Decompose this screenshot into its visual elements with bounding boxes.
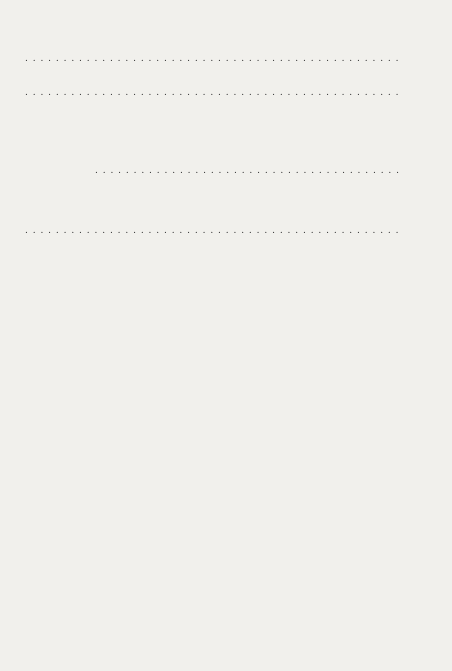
chapter-heading-line-1[interactable]: [22, 144, 430, 162]
dot-leader: [95, 162, 401, 180]
chapter-16: [22, 84, 430, 102]
part-heading: [22, 118, 430, 138]
dot-leader: [25, 84, 401, 102]
chapter-heading[interactable]: [22, 84, 430, 102]
dot-leader: [25, 50, 401, 68]
dot-leader: [25, 222, 401, 240]
table-of-contents: [22, 34, 430, 256]
chapter-heading[interactable]: [22, 50, 430, 68]
part-heading: [22, 196, 430, 216]
chapter-15: [22, 50, 430, 68]
chapter-18: [22, 222, 430, 240]
chapter-17: [22, 144, 430, 180]
chapter-heading-line-2[interactable]: [22, 162, 430, 180]
chapter-heading[interactable]: [22, 222, 430, 240]
